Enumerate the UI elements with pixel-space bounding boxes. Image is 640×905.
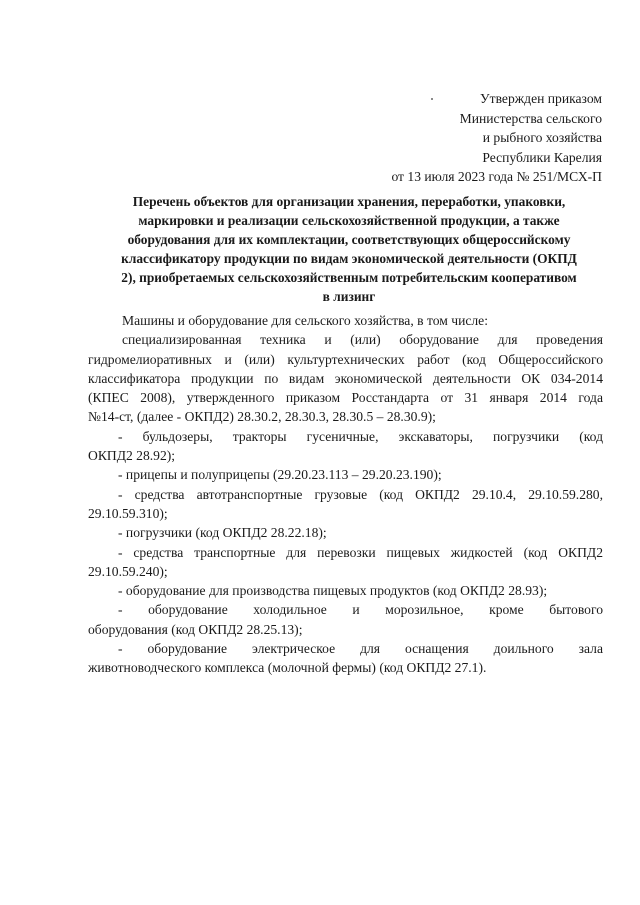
title-line: в лизинг <box>322 289 376 304</box>
document-body <box>88 311 603 678</box>
body-line: №14-ст, (далее - ОКПД2) 28.30.2, 28.30.3, 28.30.5 – 28.30.9); <box>88 409 436 425</box>
list-item-continuation: оборудования (код ОКПД2 28.25.13); <box>88 621 303 637</box>
title-line: маркировки и реализации сельскохозяйственной продукции, а также <box>138 213 560 228</box>
list-item-continuation: животноводческого комплекса (молочной фермы) (код ОКПД2 27.1). <box>88 660 487 676</box>
body-line: гидромелиоративных и (или) культуртехнических работ (код Общероссийского <box>88 351 603 367</box>
list-item-continuation: 29.10.59.310); <box>88 505 168 521</box>
body-line: классификатора продукции по видам экономической деятельности ОК 034-2014 <box>88 370 603 386</box>
title-line: классификатору продукции по видам экономической деятельности (ОКПД <box>121 251 577 266</box>
approval-line: и рыбного хозяйства <box>482 130 602 145</box>
approval-line: Утвержден приказом <box>480 91 602 106</box>
list-item: - погрузчики (код ОКПД2 28.22.18); <box>118 525 327 541</box>
list-item-continuation: ОКПД2 28.92); <box>88 448 176 464</box>
list-item: - оборудование холодильное и морозильное, кроме бытового <box>118 602 603 618</box>
title-line: Перечень объектов для организации хранения, переработки, упаковки, <box>132 194 566 209</box>
list-item: - оборудование электрическое для оснащения доильного зала <box>118 641 603 657</box>
approval-line: от 13 июля 2023 года № 251/МСХ-П <box>391 169 602 184</box>
list-item: - средства транспортные для перевозки пищевых жидкостей (код ОКПД2 <box>118 544 603 560</box>
title-line: 2), приобретаемых сельскохозяйственным потребительским кооперативом <box>121 270 577 285</box>
approval-line: Республики Карелия <box>482 149 602 165</box>
list-item: - средства автотранспортные грузовые (код ОКПД2 29.10.4, 29.10.59.280, <box>118 486 603 502</box>
list-item: - оборудование для производства пищевых продуктов (код ОКПД2 28.93); <box>118 583 548 599</box>
approval-stamp <box>342 89 602 187</box>
approval-line: Министерства сельского <box>459 110 602 126</box>
body-intro: Машины и оборудование для сельского хозяйства, в том числе: <box>122 313 488 328</box>
list-item-continuation: 29.10.59.240); <box>88 563 168 579</box>
body-line: специализированная техника и (или) оборудование для проведения <box>122 332 603 348</box>
list-item: - прицепы и полуприцепы (29.20.23.113 – 29.20.23.190); <box>118 467 442 483</box>
list-item: - бульдозеры, тракторы гусеничные, экскаваторы, погрузчики (код <box>118 428 603 444</box>
document-title <box>92 192 606 306</box>
body-line: (КПЕС 2008), утвержденного приказом Росстандарта от 31 января 2014 года <box>88 390 603 406</box>
title-line: оборудования для их комплектации, соответствующих общероссийскому <box>127 232 571 247</box>
